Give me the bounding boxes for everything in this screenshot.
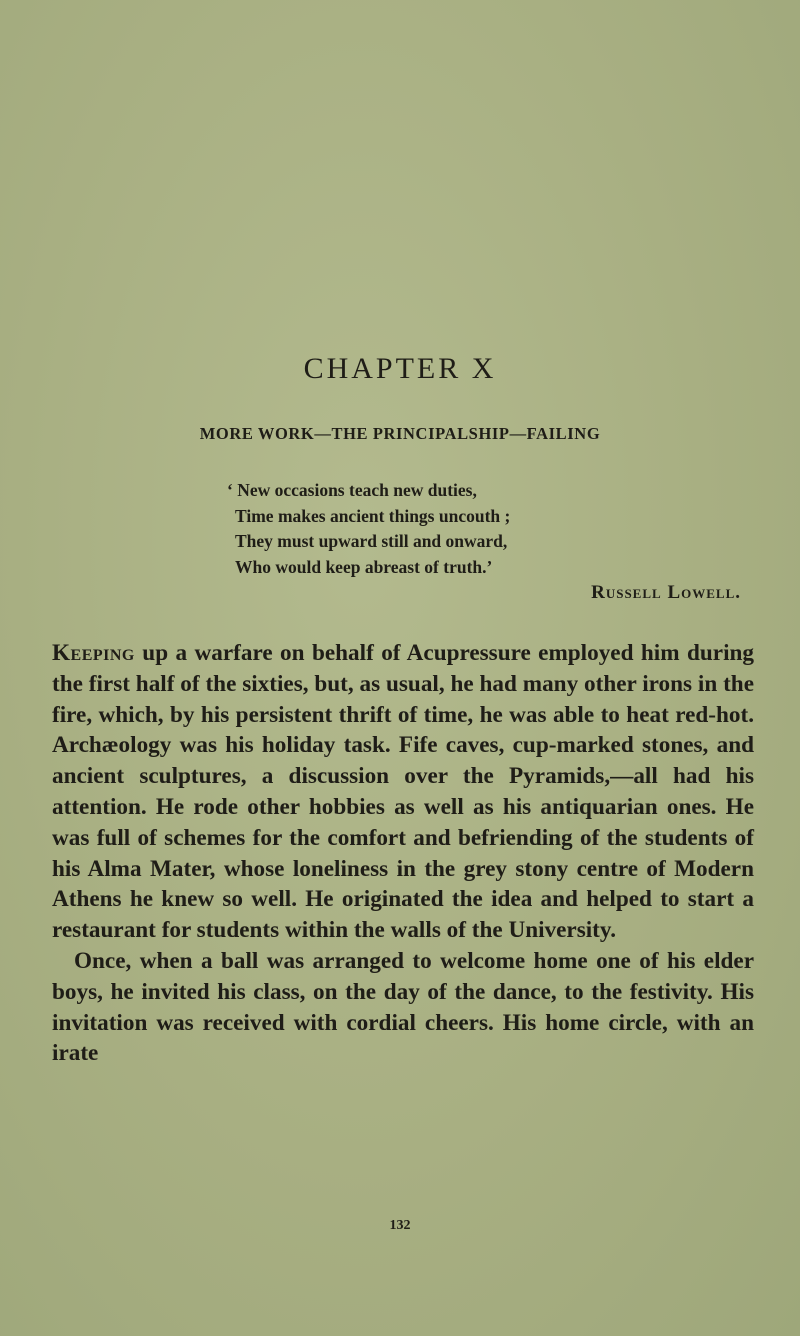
chapter-subtitle: MORE WORK—THE PRINCIPALSHIP—FAILING bbox=[199, 424, 601, 443]
paragraph-1-text: up a warfare on behalf of Acupressure employed him during the first half of the sixties, but, as usual, he had many other irons in the fire, which, by his persistent thrift of time, he was able to heat red-hot. Archæology was his holiday task. Fife caves, cup-marked stones, and ancient sculptures, a discussion over the Pyramids,—all had his attention. He rode other hobbies as well as his antiquarian ones. He was full of schemes for the comfort and befriending of the students of his Alma Mater, whose loneliness in the grey stony centre of Modern Athens he knew so well. He originated the idea and helped to start a restaurant for students within the walls of the University. bbox=[52, 640, 754, 944]
epigraph-line-1: ‘ New occasions teach new duties, bbox=[227, 480, 477, 500]
epigraph-attribution: Russell Lowell. bbox=[591, 582, 741, 603]
paragraph-1 bbox=[52, 638, 754, 946]
epigraph bbox=[227, 478, 745, 606]
paragraph-1-lead-word: Keeping bbox=[52, 640, 135, 666]
page-number: 132 bbox=[389, 1218, 411, 1233]
paragraph-2: Once, when a ball was arranged to welcome home one of his elder boys, he invited his class, on the day of the dance, to the festivity. His invitation was received with cordial cheers. His home circle, with an irate bbox=[52, 947, 754, 1067]
epigraph-line-3: They must upward still and onward, bbox=[235, 531, 508, 551]
chapter-title: CHAPTER X bbox=[303, 352, 497, 385]
epigraph-line-4: Who would keep abreast of truth.’ bbox=[235, 556, 493, 577]
body-text bbox=[52, 638, 754, 1069]
epigraph-line-2: Time makes ancient things uncouth ; bbox=[235, 505, 511, 526]
